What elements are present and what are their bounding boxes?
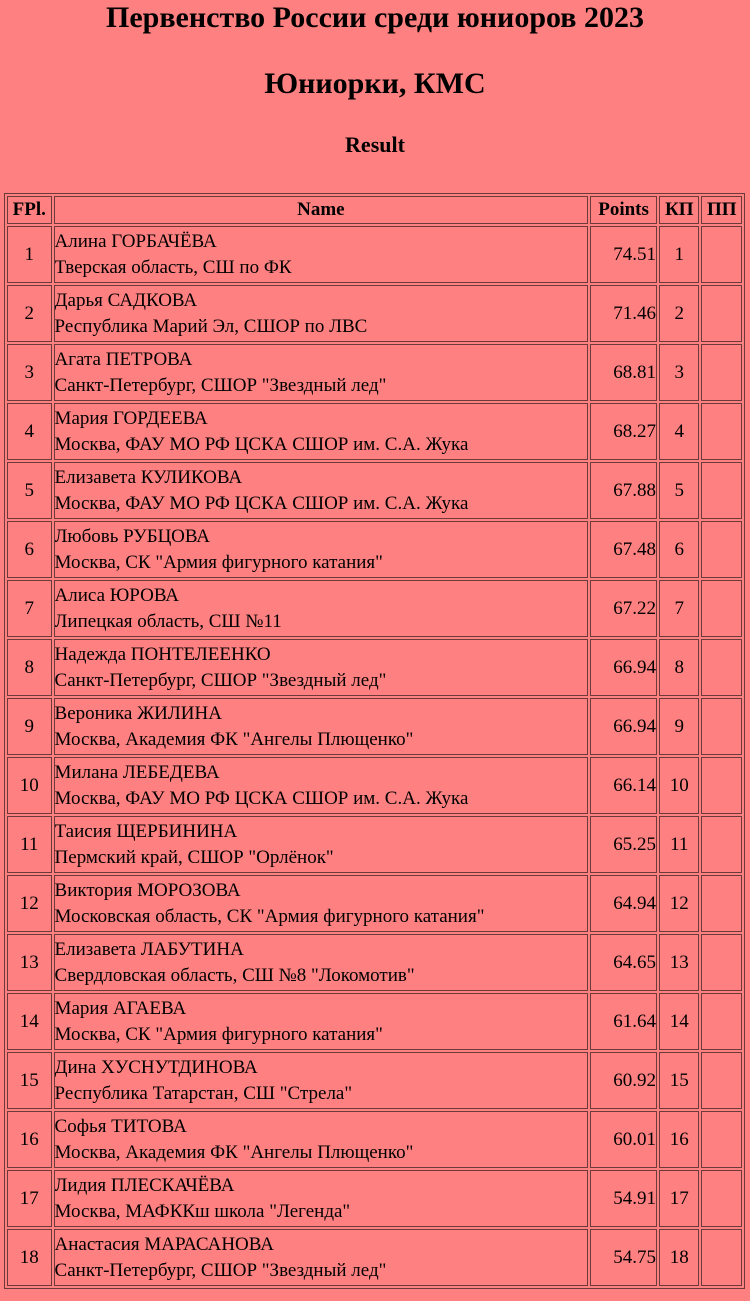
free-program-place-cell — [701, 639, 742, 696]
skater-cell — [54, 698, 589, 755]
skater-club: Санкт-Петербург, СШОР "Звездный лед" — [54, 1259, 387, 1281]
place-cell: 4 — [7, 403, 52, 460]
skater-cell — [54, 580, 589, 637]
place-cell: 18 — [7, 1229, 52, 1286]
free-program-place-cell — [701, 993, 742, 1050]
skater-name: Елизавета ЛАБУТИНА — [54, 938, 244, 960]
table-row — [7, 521, 742, 578]
short-program-place-cell: 8 — [659, 639, 700, 696]
skater-cell — [54, 816, 589, 873]
skater-name: Лидия ПЛЕСКАЧЁВА — [54, 1174, 235, 1196]
column-header-points: Points — [590, 196, 657, 224]
skater-club: Республика Татарстан, СШ "Стрела" — [54, 1082, 353, 1104]
place-cell: 17 — [7, 1170, 52, 1227]
skater-name: Елизавета КУЛИКОВА — [54, 466, 243, 488]
results-body — [7, 226, 742, 1286]
free-program-place-cell — [701, 698, 742, 755]
skater-name: Виктория МОРОЗОВА — [54, 879, 241, 901]
table-header-row — [7, 196, 742, 224]
free-program-place-cell — [701, 1111, 742, 1168]
table-row — [7, 462, 742, 519]
skater-cell — [54, 757, 589, 814]
table-row — [7, 639, 742, 696]
place-cell: 1 — [7, 226, 52, 283]
place-cell: 2 — [7, 285, 52, 342]
skater-club: Москва, МАФККш школа "Легенда" — [54, 1200, 351, 1222]
skater-cell — [54, 226, 589, 283]
skater-cell — [54, 934, 589, 991]
points-cell: 54.91 — [590, 1170, 657, 1227]
table-row — [7, 698, 742, 755]
place-cell: 14 — [7, 993, 52, 1050]
points-cell: 60.01 — [590, 1111, 657, 1168]
skater-club: Санкт-Петербург, СШОР "Звездный лед" — [54, 374, 387, 396]
skater-club: Республика Марий Эл, СШОР по ЛВС — [54, 315, 368, 337]
place-cell: 5 — [7, 462, 52, 519]
free-program-place-cell — [701, 226, 742, 283]
free-program-place-cell — [701, 285, 742, 342]
short-program-place-cell: 7 — [659, 580, 700, 637]
table-row — [7, 1111, 742, 1168]
short-program-place-cell: 16 — [659, 1111, 700, 1168]
free-program-place-cell — [701, 934, 742, 991]
skater-cell — [54, 1052, 589, 1109]
skater-cell — [54, 639, 589, 696]
free-program-place-cell — [701, 462, 742, 519]
short-program-place-cell: 18 — [659, 1229, 700, 1286]
place-cell: 3 — [7, 344, 52, 401]
short-program-place-cell: 1 — [659, 226, 700, 283]
skater-cell — [54, 462, 589, 519]
points-cell: 60.92 — [590, 1052, 657, 1109]
place-cell: 6 — [7, 521, 52, 578]
table-row — [7, 344, 742, 401]
free-program-place-cell — [701, 1229, 742, 1286]
skater-cell — [54, 403, 589, 460]
skater-name: Алина ГОРБАЧЁВА — [54, 230, 217, 252]
column-header-name: Name — [54, 196, 589, 224]
points-cell: 68.27 — [590, 403, 657, 460]
free-program-place-cell — [701, 757, 742, 814]
skater-name: Надежда ПОНТЕЛЕЕНКО — [54, 643, 271, 665]
table-row — [7, 757, 742, 814]
skater-cell — [54, 875, 589, 932]
skater-club: Москва, ФАУ МО РФ ЦСКА СШОР им. С.А. Жука — [54, 433, 469, 455]
short-program-place-cell: 9 — [659, 698, 700, 755]
points-cell: 54.75 — [590, 1229, 657, 1286]
skater-name: Агата ПЕТРОВА — [54, 348, 193, 370]
section-title: Result — [345, 132, 405, 157]
short-program-place-cell: 12 — [659, 875, 700, 932]
category-title: Юниорки, КМС — [264, 67, 486, 100]
short-program-place-cell: 10 — [659, 757, 700, 814]
skater-name: Анастасия МАРАСАНОВА — [54, 1233, 274, 1255]
skater-club: Москва, ФАУ МО РФ ЦСКА СШОР им. С.А. Жука — [54, 787, 469, 809]
points-cell: 67.88 — [590, 462, 657, 519]
short-program-place-cell: 14 — [659, 993, 700, 1050]
place-cell: 11 — [7, 816, 52, 873]
skater-name: Мария ГОРДЕЕВА — [54, 407, 208, 429]
skater-club: Москва, СК "Армия фигурного катания" — [54, 1023, 383, 1045]
short-program-place-cell: 6 — [659, 521, 700, 578]
short-program-place-cell: 13 — [659, 934, 700, 991]
skater-club: Москва, Академия ФК "Ангелы Плющенко" — [54, 1141, 414, 1163]
skater-club: Свердловская область, СШ №8 "Локомотив" — [54, 964, 415, 986]
skater-club: Московская область, СК "Армия фигурного катания" — [54, 905, 485, 927]
points-cell: 66.94 — [590, 698, 657, 755]
points-cell: 68.81 — [590, 344, 657, 401]
free-program-place-cell — [701, 580, 742, 637]
points-cell: 64.94 — [590, 875, 657, 932]
page-title: Первенство России среди юниоров 2023 — [106, 1, 644, 34]
points-cell: 66.94 — [590, 639, 657, 696]
table-row — [7, 1052, 742, 1109]
skater-club: Тверская область, СШ по ФК — [54, 256, 292, 278]
points-cell: 66.14 — [590, 757, 657, 814]
place-cell: 8 — [7, 639, 52, 696]
skater-name: Дина ХУСНУТДИНОВА — [54, 1056, 258, 1078]
skater-club: Москва, Академия ФК "Ангелы Плющенко" — [54, 728, 414, 750]
column-header-short-program: КП — [659, 196, 700, 224]
free-program-place-cell — [701, 403, 742, 460]
skater-cell — [54, 521, 589, 578]
skater-club: Москва, СК "Армия фигурного катания" — [54, 551, 383, 573]
skater-name: Алиса ЮРОВА — [54, 584, 180, 606]
points-cell: 65.25 — [590, 816, 657, 873]
free-program-place-cell — [701, 1052, 742, 1109]
place-cell: 16 — [7, 1111, 52, 1168]
skater-name: Милана ЛЕБЕДЕВА — [54, 761, 220, 783]
table-row — [7, 1229, 742, 1286]
points-cell: 74.51 — [590, 226, 657, 283]
place-cell: 13 — [7, 934, 52, 991]
column-header-free-program: ПП — [701, 196, 742, 224]
free-program-place-cell — [701, 816, 742, 873]
place-cell: 15 — [7, 1052, 52, 1109]
skater-club: Липецкая область, СШ №11 — [54, 610, 282, 632]
skater-name: Вероника ЖИЛИНА — [54, 702, 222, 724]
points-cell: 67.22 — [590, 580, 657, 637]
table-row — [7, 580, 742, 637]
skater-cell — [54, 344, 589, 401]
free-program-place-cell — [701, 344, 742, 401]
table-row — [7, 226, 742, 283]
points-cell: 71.46 — [590, 285, 657, 342]
table-row — [7, 816, 742, 873]
skater-name: Дарья САДКОВА — [54, 289, 198, 311]
short-program-place-cell: 15 — [659, 1052, 700, 1109]
skater-club: Санкт-Петербург, СШОР "Звездный лед" — [54, 669, 387, 691]
place-cell: 9 — [7, 698, 52, 755]
points-cell: 61.64 — [590, 993, 657, 1050]
place-cell: 12 — [7, 875, 52, 932]
skater-name: Любовь РУБЦОВА — [54, 525, 211, 547]
skater-cell — [54, 1170, 589, 1227]
skater-club: Пермский край, СШОР "Орлёнок" — [54, 846, 334, 868]
short-program-place-cell: 11 — [659, 816, 700, 873]
short-program-place-cell: 2 — [659, 285, 700, 342]
free-program-place-cell — [701, 875, 742, 932]
skater-cell — [54, 285, 589, 342]
skater-cell — [54, 1111, 589, 1168]
table-row — [7, 1170, 742, 1227]
points-cell: 67.48 — [590, 521, 657, 578]
points-cell: 64.65 — [590, 934, 657, 991]
column-header-place: FPl. — [7, 196, 52, 224]
results-table — [4, 193, 745, 1289]
place-cell: 7 — [7, 580, 52, 637]
table-row — [7, 934, 742, 991]
skater-name: Мария АГАЕВА — [54, 997, 187, 1019]
table-row — [7, 403, 742, 460]
short-program-place-cell: 3 — [659, 344, 700, 401]
skater-cell — [54, 993, 589, 1050]
table-row — [7, 875, 742, 932]
short-program-place-cell: 5 — [659, 462, 700, 519]
short-program-place-cell: 4 — [659, 403, 700, 460]
skater-cell — [54, 1229, 589, 1286]
skater-club: Москва, ФАУ МО РФ ЦСКА СШОР им. С.А. Жука — [54, 492, 469, 514]
place-cell: 10 — [7, 757, 52, 814]
skater-name: Софья ТИТОВА — [54, 1115, 187, 1137]
table-row — [7, 993, 742, 1050]
free-program-place-cell — [701, 1170, 742, 1227]
table-row — [7, 285, 742, 342]
free-program-place-cell — [701, 521, 742, 578]
skater-name: Таисия ЩЕРБИНИНА — [54, 820, 238, 842]
short-program-place-cell: 17 — [659, 1170, 700, 1227]
